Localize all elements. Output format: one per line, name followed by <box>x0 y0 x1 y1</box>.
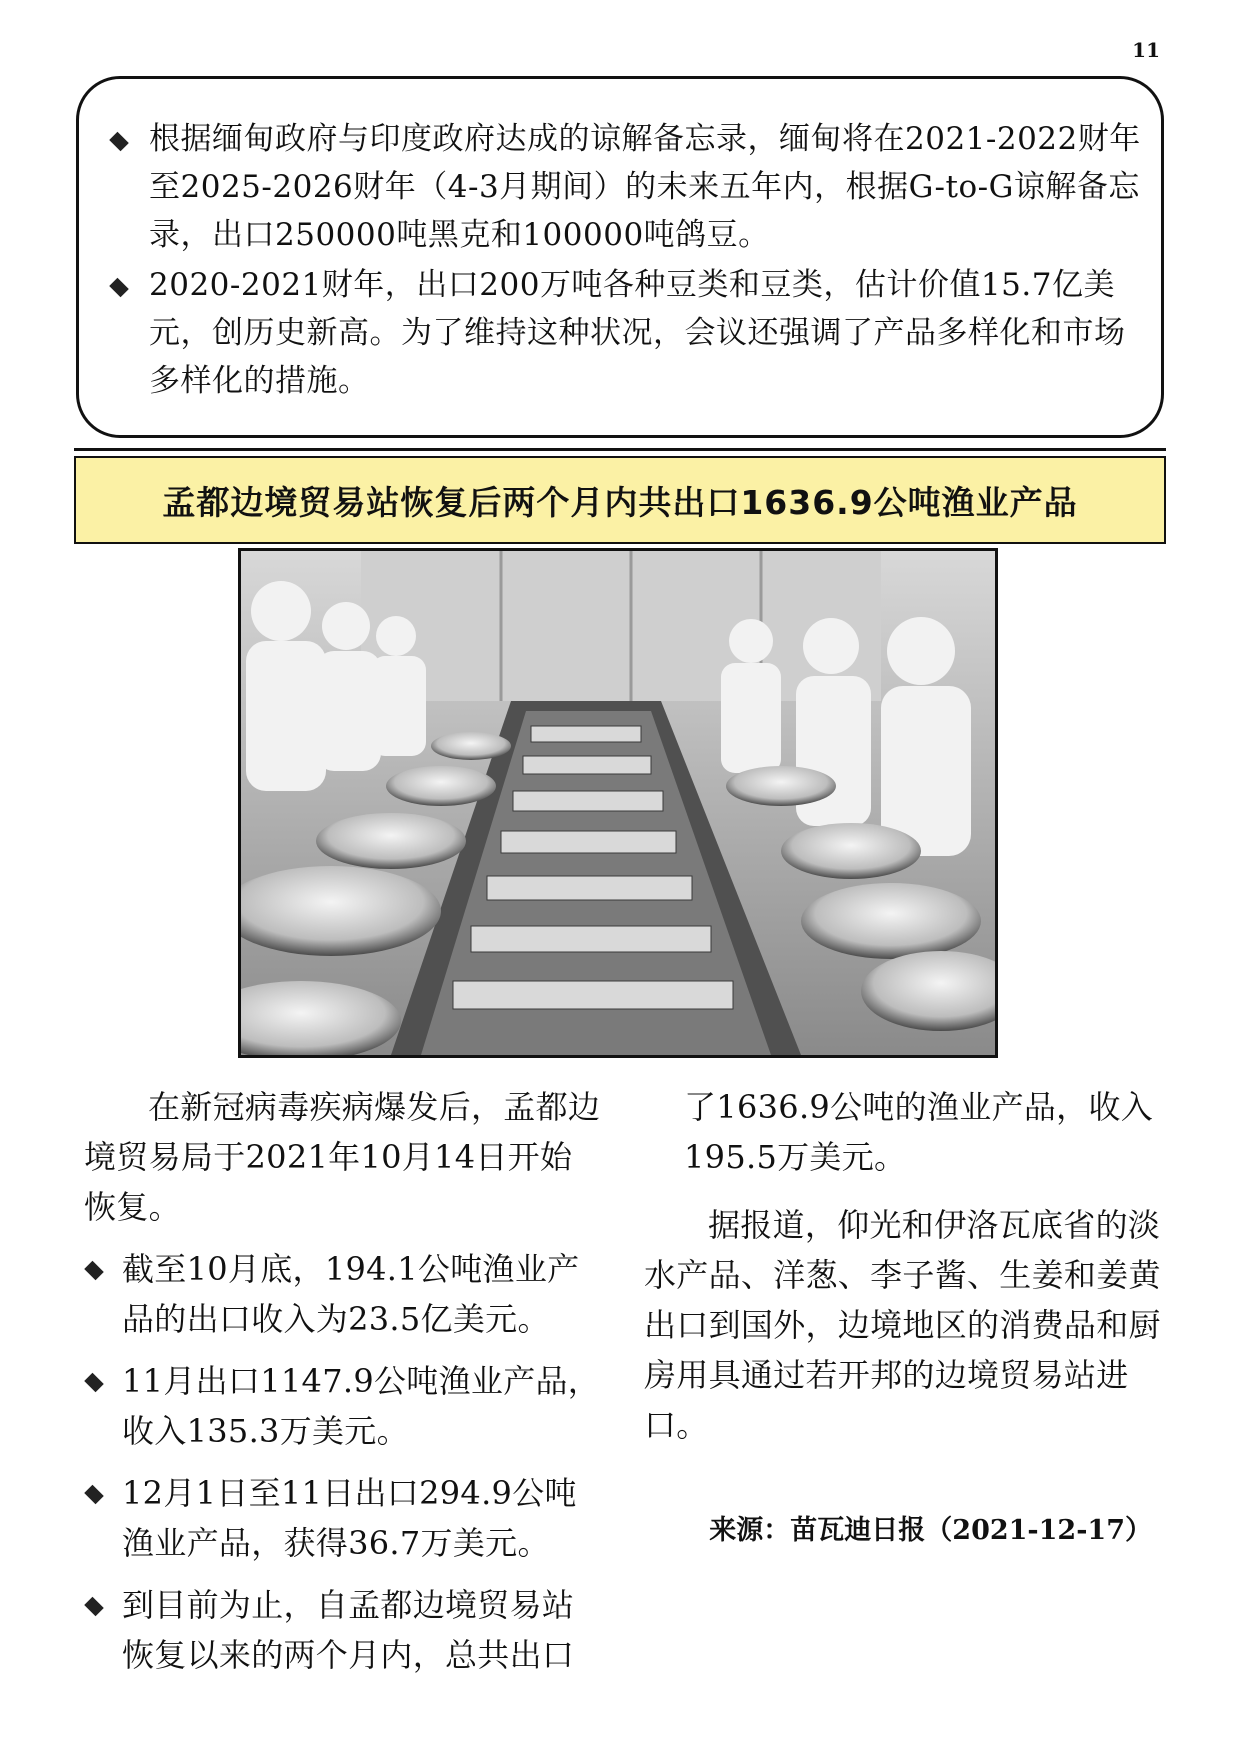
source-credit: 来源：苗瓦迪日报（2021-12-17） <box>709 1515 1152 1546</box>
report-paragraph: 据报道，仰光和伊洛瓦底省的淡水产品、洋葱、李子酱、生姜和姜黄出口到国外，边境地区的消费品和厨房用具通过若开邦的边境贸易站进口。 <box>644 1206 1161 1444</box>
article-bullet-text: 到目前为止，自孟都边境贸易站恢复以来的两个月内，总共出口 <box>122 1586 575 1674</box>
article-bullet <box>84 1356 604 1456</box>
article-left-column <box>84 1082 604 1680</box>
summary-bullet <box>101 261 1141 407</box>
diamond-bullet-icon <box>84 1597 104 1617</box>
article-bullet-text: 11月出口1147.9公吨渔业产品，收入135.3万美元。 <box>122 1362 601 1450</box>
diamond-bullet-icon <box>109 278 129 298</box>
page-number: 11 <box>1132 38 1160 62</box>
intro-paragraph: 在新冠病毒疾病爆发后，孟都边境贸易局于2021年10月14日开始恢复。 <box>84 1088 601 1226</box>
article-bullet <box>84 1244 604 1344</box>
headline: 孟都边境贸易站恢复后两个月内共出口1636.9公吨渔业产品 <box>162 482 1078 522</box>
diamond-bullet-icon <box>109 132 129 152</box>
summary-bullet <box>101 115 1141 261</box>
summary-bullet-text: 2020-2021财年，出口200万吨各种豆类和豆类，估计价值15.7亿美元，创历史新高。为了维持这种状况，会议还强调了产品多样化和市场多样化的措施。 <box>149 267 1126 399</box>
article-right-column <box>644 1082 1164 1450</box>
article-bullet <box>84 1580 604 1680</box>
fish-processing-photo <box>238 548 998 1058</box>
article-bullet-text: 12月1日至11日出口294.9公吨渔业产品，获得36.7万美元。 <box>122 1474 577 1562</box>
article-bullet <box>84 1468 604 1568</box>
summary-bullet-text: 根据缅甸政府与印度政府达成的谅解备忘录，缅甸将在2021-2022财年至2025-2026财年（4-3月期间）的未来五年内，根据G-to-G谅解备忘录，出口250000吨黑克和100000吨鸽豆。 <box>149 121 1141 253</box>
diamond-bullet-icon <box>84 1373 104 1393</box>
continuation-paragraph: 了1636.9公吨的渔业产品，收入195.5万美元。 <box>684 1088 1154 1176</box>
summary-box <box>76 76 1164 438</box>
photo-illustration <box>241 551 995 1055</box>
headline-banner <box>74 456 1166 544</box>
title-divider <box>74 448 1166 451</box>
diamond-bullet-icon <box>84 1261 104 1281</box>
article-bullet-text: 截至10月底，194.1公吨渔业产品的出口收入为23.5亿美元。 <box>122 1250 580 1338</box>
diamond-bullet-icon <box>84 1485 104 1505</box>
